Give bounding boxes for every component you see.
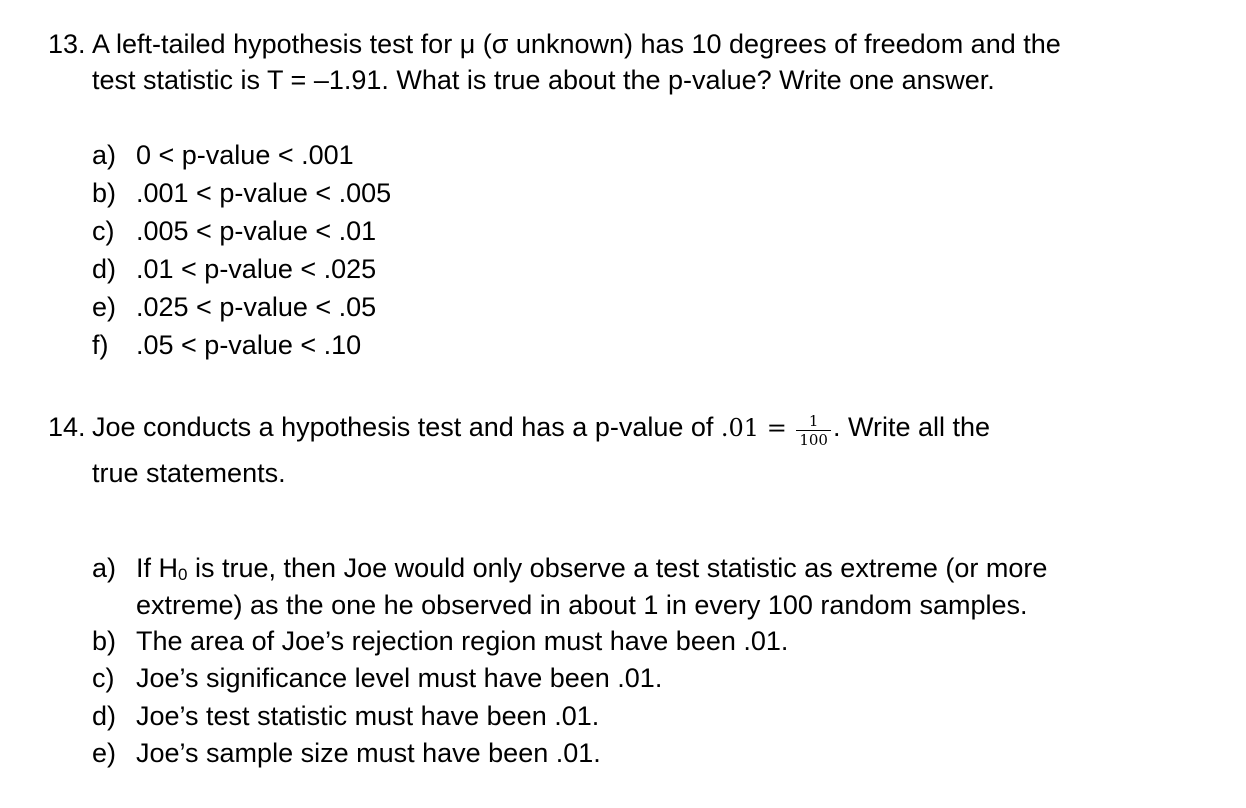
option-text: Joe’s sample size must have been .01.	[136, 738, 601, 768]
option-text: The area of Joe’s rejection region must have been .01.	[136, 626, 789, 656]
fraction	[796, 413, 831, 449]
option-letter: d)	[92, 701, 117, 731]
option-text: .025 < p-value < .05	[136, 292, 377, 322]
option-text: 0 < p-value < .001	[136, 140, 354, 170]
fraction-denominator: 100	[796, 430, 831, 449]
option-text: .05 < p-value < .10	[136, 330, 362, 360]
subscript: 0	[178, 565, 188, 584]
option-text: .005 < p-value < .01	[136, 216, 377, 246]
question-number: 13.	[48, 29, 86, 59]
option-text: extreme) as the one he observed in about 1 in every 100 random samples.	[136, 590, 1028, 620]
question-text-line: A left-tailed hypothesis test for μ (σ unknown) has 10 degrees of freedom and the	[92, 29, 1061, 59]
option-letter: c)	[92, 663, 115, 693]
option-letter: d)	[92, 254, 117, 284]
pvalue-math: .01 =	[720, 414, 787, 442]
question-text-line: test statistic is T = –1.91. What is true about the p-value? Write one answer.	[92, 65, 995, 95]
option-text: Joe’s significance level must have been .01.	[136, 663, 663, 693]
question-text-lead: Joe conducts a hypothesis test and has a p-value of	[92, 412, 721, 442]
option-text: .01 < p-value < .025	[136, 254, 377, 284]
option-letter: a)	[92, 553, 117, 583]
fraction-numerator: 1	[808, 411, 819, 430]
question-text-line: true statements.	[92, 458, 286, 488]
question-number: 14.	[48, 412, 86, 442]
option-letter: a)	[92, 140, 117, 170]
question-text-tail: . Write all the	[832, 412, 991, 442]
question-text-line	[92, 409, 990, 447]
option-letter: e)	[92, 738, 117, 768]
option-text-lead: If H	[136, 553, 179, 583]
option-letter: c)	[92, 216, 115, 246]
option-letter: f)	[92, 330, 109, 360]
option-letter: b)	[92, 178, 117, 208]
option-letter: b)	[92, 626, 117, 656]
option-letter: e)	[92, 292, 117, 322]
option-text: .001 < p-value < .005	[136, 178, 392, 208]
option-text: Joe’s test statistic must have been .01.	[136, 701, 600, 731]
option-text-tail: is true, then Joe would only observe a test statistic as extreme (or more	[187, 553, 1048, 583]
